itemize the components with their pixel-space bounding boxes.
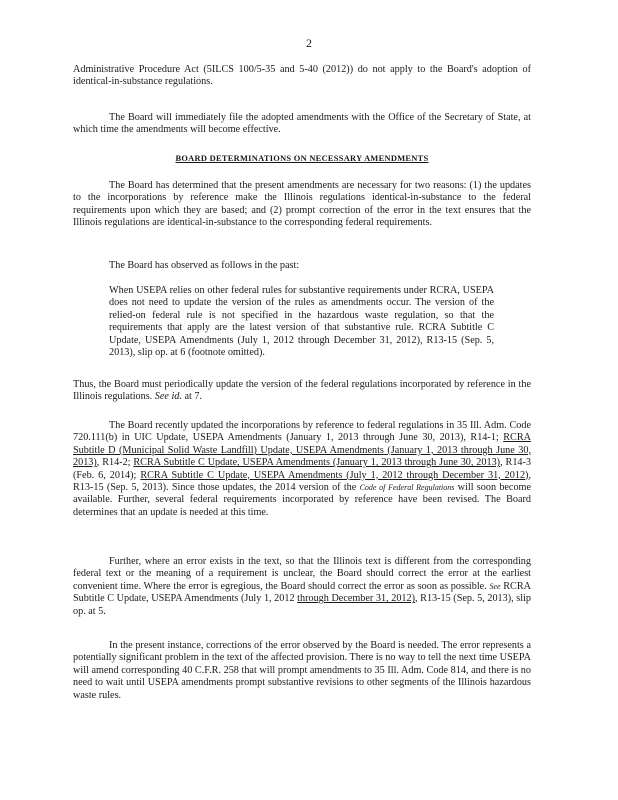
paragraph-instance xyxy=(73,640,531,702)
section-heading: BOARD DETERMINATIONS ON NECESSARY AMENDMENTS xyxy=(175,154,429,163)
paragraph-thus-text-b: at 7. xyxy=(184,391,203,403)
paragraph-thus xyxy=(73,379,531,404)
paragraph-observed-text: The Board has observed as follows in the past: xyxy=(109,260,300,271)
paragraph-observed xyxy=(73,260,531,272)
recent-text-c: , R14-3 (Feb. 6, 2014); xyxy=(73,457,531,481)
paragraph-instance-text: In the present instance, corrections of the error observed by the Board is needed. The error represents a potentially significant problem in the text of the affected provision. There is no way to tell the next time USEPA will amend corresponding 40 C.F.R. 258 that will prompt amendments to 35 Ill. Adm. Code 814, and there is no need to wait until USEPA amendments prompt substantive revisions to other segments of the Illinois hazardous waste rules. xyxy=(73,640,531,701)
error-text-b: RCRA Subtitle C Update, USEPA Amendments (July 1, 2012 xyxy=(73,580,531,605)
paragraph-intro-text: Administrative Procedure Act (5ILCS 100/5-35 and 5-40 (2012)) do not apply to the Board's adoption of identical-in-substance regulations. xyxy=(73,64,531,88)
paragraph-filing-text: The Board will immediately file the adopted amendments with the Office of the Secretary of State, at which time the amendments will become effective. xyxy=(73,112,531,136)
recent-text-a: The Board recently updated the incorporations by reference to federal regulations in 35 Ill. Adm. Code 720.111(b) in UIC Update, USEPA Amendments (January 1, 2013 through June 30, 2013), R14-1; xyxy=(73,420,531,444)
page-number: 2 xyxy=(306,36,312,50)
citation-subtitle-c-2012: RCRA Subtitle C Update, USEPA Amendments (July 1, 2012 through December 31, 2012) xyxy=(140,469,529,481)
paragraph-thus-text-a: Thus, the Board must periodically update the version of the federal regulations incorporated by reference in the Illinois regulations. xyxy=(73,379,531,403)
paragraph-error xyxy=(73,556,531,618)
recent-text-d: , R13-15 (Sep. 5, 2013). Since those updates, the 2014 version of the xyxy=(73,469,531,494)
paragraph-necessary-text: The Board has determined that the present amendments are necessary for two reasons: (1) the updates to the incorporations by reference make the Illinois regulations identical-in-substance to the federal requirements upon which they are based; and (2) prompt correction of the error in the text ensures that the Illinois regulations are identical-in-substance to the corresponding federal requirements. xyxy=(73,180,531,229)
recent-text-b: , R14-2; xyxy=(96,457,134,469)
citation-subtitle-d: RCRA Subtitle D (Municipal Solid Waste Landfill) Update, USEPA Amendments (January 1, 2013 through June 30, 2013) xyxy=(73,432,531,469)
see-id-citation: See id. xyxy=(154,391,182,403)
error-text-a: Further, where an error exists in the text, so that the Illinois text is different from the corresponding federal text or the meaning of a requirement is unclear, the Board should correct the error at the earliest convenient time. Where the error is egregious, the Board should correct the error as soon as possible. xyxy=(73,556,531,592)
error-text-c: , R13-15 (Sep. 5, 2013), slip op. at 5. xyxy=(73,593,531,617)
see-signal: See xyxy=(489,581,501,591)
paragraph-intro xyxy=(73,64,531,89)
recent-text-e: will soon become available. Further, several federal requirements incorporated by reference have been revised. The Board determines that an update is needed at this time. xyxy=(73,482,531,518)
block-quote xyxy=(109,285,494,359)
paragraph-filing xyxy=(73,112,531,137)
citation-subtitle-c-2013: RCRA Subtitle C Update, USEPA Amendments (January 1, 2013 through June 30, 2013) xyxy=(133,457,501,469)
citation-date-range: through December 31, 2012) xyxy=(297,593,415,605)
paragraph-recent-updates xyxy=(73,420,531,519)
paragraph-necessary xyxy=(73,180,531,230)
cfr-title: Code of Federal Regulations xyxy=(359,483,455,493)
block-quote-text: When USEPA relies on other federal rules for substantive requirements under RCRA, USEPA does not need to update the version of the rules as amendments occur. The version of the relied-on federal rule is not specified in the hazardous waste regulation, so that the requirements that apply are the latest version of that substantive rule. RCRA Subtitle C Update, USEPA Amendments (July 1, 2012 through December 31, 2012), R13-15 (Sep. 5, 2013), slip op. at 6 (footnote omitted). xyxy=(109,285,494,359)
